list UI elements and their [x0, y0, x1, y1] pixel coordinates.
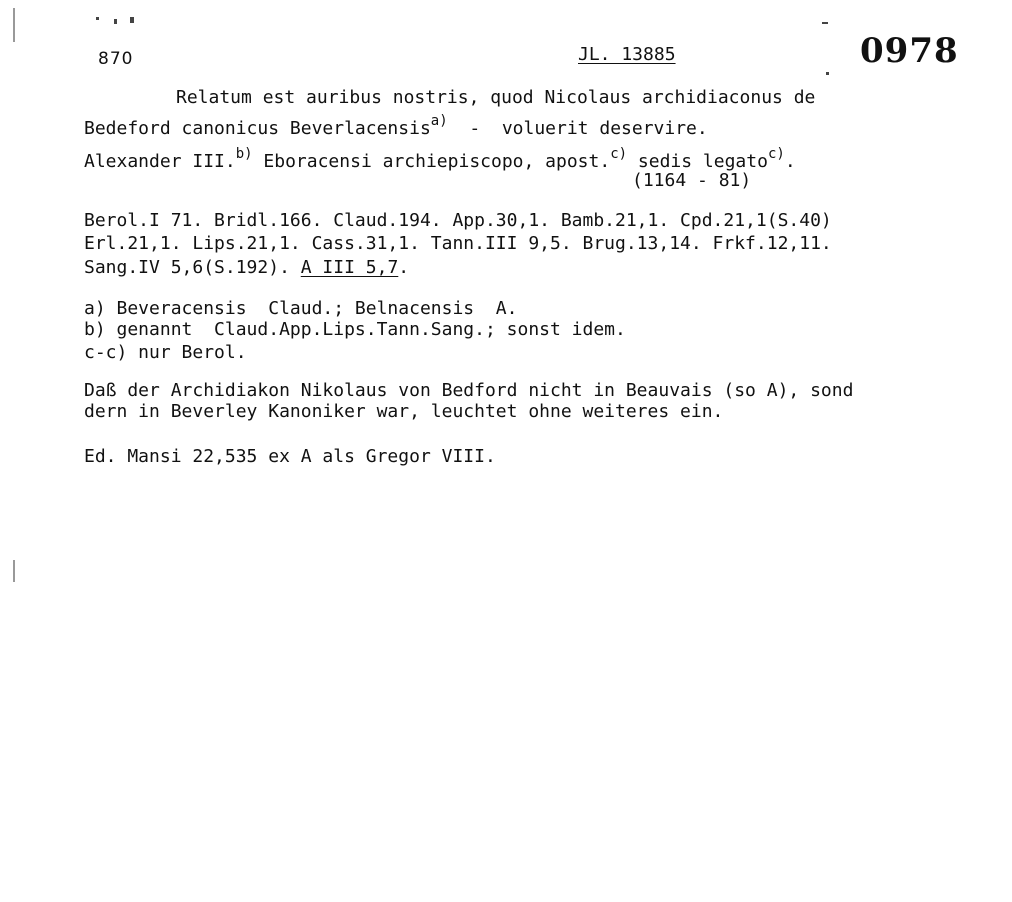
footnote-marker-c-end: c) — [767, 146, 785, 162]
comment-line-1: Daß der Archidiakon Nikolaus von Bedford nicht in Beauvais (so A), sond — [84, 380, 854, 401]
address-sedis: sedis legato — [627, 151, 768, 172]
scan-edge-mark — [13, 560, 15, 582]
note-a: a) Beveracensis Claud.; Belnacensis A. — [84, 298, 518, 319]
scan-edge-mark — [13, 8, 15, 42]
incipit-line-2-end: - voluerit deservire. — [447, 118, 708, 139]
sources-line-3-end: . — [398, 257, 410, 278]
sources-line-3-text: Sang.IV 5,6(S.192). — [84, 257, 301, 278]
sources-line-2: Erl.21,1. Lips.21,1. Cass.31,1. Tann.III 9,5. Brug.13,14. Frkf.12,11. — [84, 233, 832, 254]
incipit-line-2 — [84, 113, 708, 141]
footnote-marker-c-start: c) — [610, 146, 628, 162]
jl-reference: JL. 13885 — [578, 44, 676, 65]
scan-speck — [96, 17, 99, 20]
footnote-marker-a: a) — [430, 113, 448, 129]
sources-reference-a: A III 5,7 — [300, 257, 399, 278]
date-range: (1164 - 81) — [632, 170, 752, 191]
scan-speck — [130, 17, 134, 23]
sources-line-1: Berol.I 71. Bridl.166. Claud.194. App.30,1. Bamb.21,1. Cpd.21,1(S.40) — [84, 210, 832, 231]
edition-line: Ed. Mansi 22,535 ex A als Gregor VIII. — [84, 446, 496, 467]
address-recipient: Eboracensi archiepiscopo, apost. — [252, 151, 611, 172]
footnote-marker-b: b) — [235, 146, 253, 162]
page-note: 870 — [98, 49, 134, 69]
scan-speck — [826, 72, 829, 75]
scan-speck — [114, 19, 117, 24]
address-period: . — [784, 151, 796, 172]
sources-line-3 — [84, 257, 409, 279]
note-b: b) genannt Claud.App.Lips.Tann.Sang.; sonst idem. — [84, 319, 626, 340]
comment-line-2: dern in Beverley Kanoniker war, leuchtet ohne weiteres ein. — [84, 401, 724, 422]
incipit-line-2-text: Bedeford canonicus Beverlacensis — [84, 118, 431, 139]
incipit-line-1: Relatum est auribus nostris, quod Nicolaus archidiaconus de — [176, 87, 816, 108]
scan-speck — [822, 22, 828, 24]
card-number: 0978 — [860, 31, 959, 71]
address-pope: Alexander III. — [84, 151, 236, 172]
note-c: c-c) nur Berol. — [84, 342, 247, 363]
